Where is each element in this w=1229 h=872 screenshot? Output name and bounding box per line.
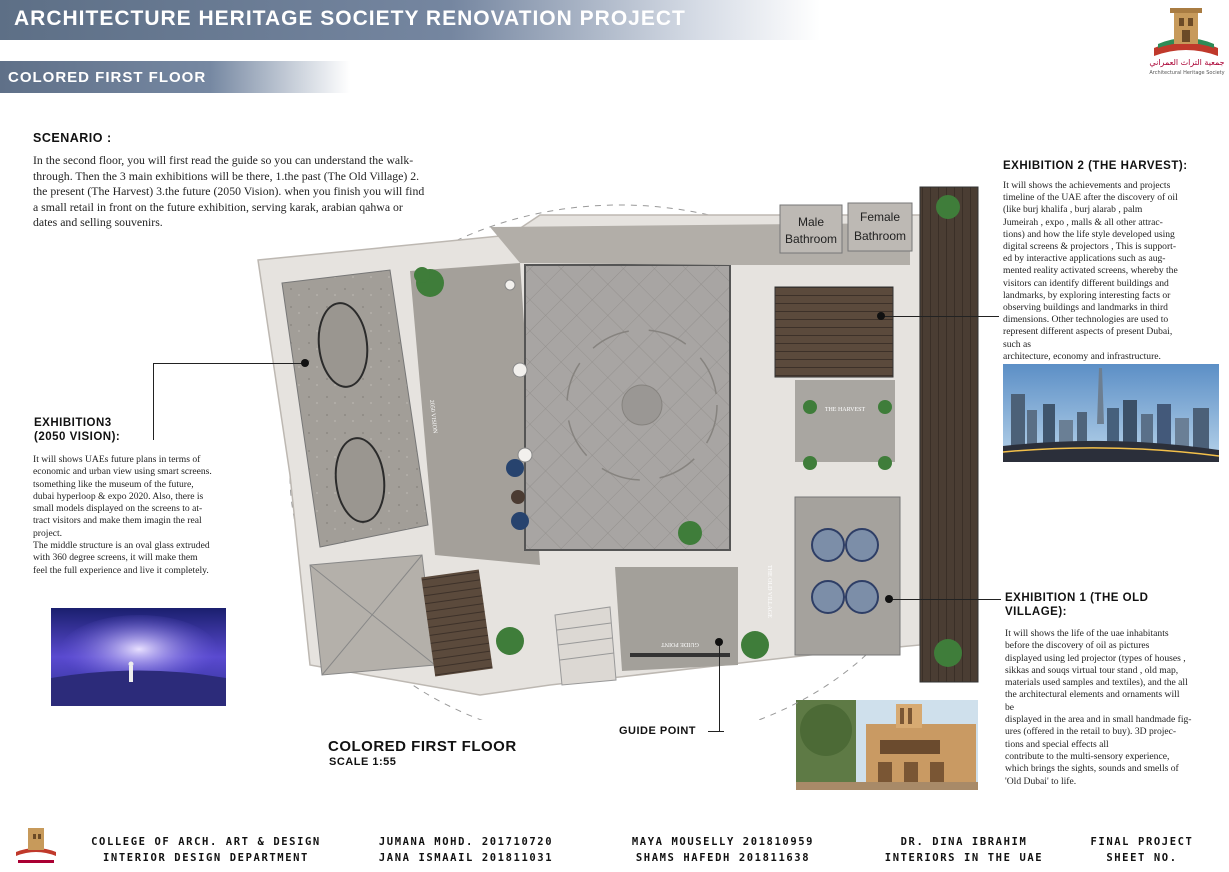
guide-point-marker xyxy=(715,638,723,646)
title-banner xyxy=(0,0,820,40)
exhibition2-marker xyxy=(877,312,885,320)
guide-point-callout-vertical xyxy=(719,642,720,732)
guide-point-callout-line xyxy=(708,731,724,732)
exhibition1-heading: EXHIBITION 1 (THE OLD VILLAGE): xyxy=(1005,592,1149,618)
female-bathroom-label: Female xyxy=(859,210,901,224)
male-bathroom-label: Male xyxy=(797,215,825,229)
harvest-floor-label: THE HARVEST xyxy=(824,407,866,413)
scenario-heading: SCENARIO : xyxy=(33,131,112,145)
exhibition2-skyline-photo xyxy=(1003,364,1219,462)
scenario-line: In the second floor, you will first read the guide so you can understand the walk- xyxy=(33,153,414,167)
male-bathroom-label-2: Bathroom xyxy=(784,232,838,246)
exhibition2-heading: EXHIBITION 2 (THE HARVEST): xyxy=(1003,160,1188,172)
guide-point-label: GUIDE POINT xyxy=(619,725,697,737)
scenario-line: a small retail in front on the future exhibition, serving karak, arabian qahwa or xyxy=(33,199,403,214)
exhibition3-marker xyxy=(301,359,309,367)
logo-arabic-text: جمعية التراث العمراني xyxy=(1149,58,1225,67)
logo-english-text: Architectural Heritage Society xyxy=(1149,70,1225,76)
scenario-line: through. Then the 3 main exhibitions will be there, 1.the past (The Old Village) 2. xyxy=(33,168,420,183)
exhibition3-callout-line-vertical xyxy=(153,363,154,440)
footer-students-2: MAYA MOUSELLY 201810959 SHAMS HAFEDH 201811638 xyxy=(631,836,815,864)
exhibition3-text: It will shows UAEs future plans in terms of economic and urban view using smart screens. tsomething like the museum of the future, dubai hyperloop & expo 2020. Also, there is small models displayed on the screens to at- tract visitors and make them imagin the real project. The middle structure is an oval glass extruded with 360 degree screens, it will make them feel the full experience and live it completely. xyxy=(33,454,212,576)
exhibition3-photo xyxy=(51,608,226,706)
guide-floor-label: GUIDE POINT xyxy=(661,641,699,647)
footer-college: COLLEGE OF ARCH. ART & DESIGN INTERIOR DESIGN DEPARTMENT xyxy=(91,836,321,864)
exhibition2-text: It will shows the achievements and projects timeline of the UAE after the discovery of oil (like burj khalifa , burj alarab , palm Jumeirah , expo , malls & all other attrac- tions) and how the life style developed using digital screens & projectors , This is support- ed by interactive applications such as aug- mented reality activated screens, whereby the visitors can identify different buildings and landmarks, by exploring interesting facts or observing buildings and landmarks in third dimensions. Other technologies are used to represent different aspects of present Dubai, such as architecture, economy and infrastructure. xyxy=(1003,180,1178,362)
footer-sheet: FINAL PROJECT SHEET NO. xyxy=(1090,836,1194,864)
first-floor-plan xyxy=(250,175,990,720)
exhibition1-text: It will shows the life of the uae inhabitants before the discovery of oil as pictures displayed using led projector (types of houses , sikkas and souqs virtual tour stand , old map, materials used samples and textiles), and the all the architectural elements and ornaments will be displayed in the area and in small handmade fig- ures (offered in the retail to buy). 3D projec- tions and special effects all contribute to the multi-sensory experience, which brings the sights, sounds and smells of 'Old Dubai' to life. xyxy=(1005,628,1192,787)
drawing-title: COLORED FIRST FLOOR xyxy=(328,738,517,755)
page-title: ARCHITECTURE HERITAGE SOCIETY RENOVATION PROJECT xyxy=(14,7,686,30)
footer-instructor: DR. DINA IBRAHIM INTERIORS IN THE UAE xyxy=(884,836,1044,864)
exhibition3-heading: EXHIBITION3 (2050 VISION): xyxy=(34,417,121,443)
footer-logo-icon xyxy=(14,824,58,868)
subtitle-banner xyxy=(0,61,350,93)
footer-students-1: JUMANA MOHD. 201710720 JANA ISMAAIL 201811031 xyxy=(378,836,554,864)
exhibition1-callout-line xyxy=(889,599,1001,600)
scenario-line: dates and selling souvenirs. xyxy=(33,215,163,229)
page-subtitle: COLORED FIRST FLOOR xyxy=(8,69,207,86)
drawing-scale: SCALE 1:55 xyxy=(329,756,397,768)
female-bathroom-label-2: Bathroom xyxy=(853,229,907,243)
old-village-floor-label: THE OLD VILLAGE xyxy=(766,565,772,618)
exhibition2-callout-line xyxy=(882,316,999,317)
exhibition3-callout-line xyxy=(153,363,305,364)
scenario-line: the present (The Harvest) 3.the future (2050 Vision). when you finish you will find xyxy=(33,184,425,198)
vision-floor-label: 2050 VISION xyxy=(428,399,438,434)
exhibition1-marker xyxy=(885,595,893,603)
